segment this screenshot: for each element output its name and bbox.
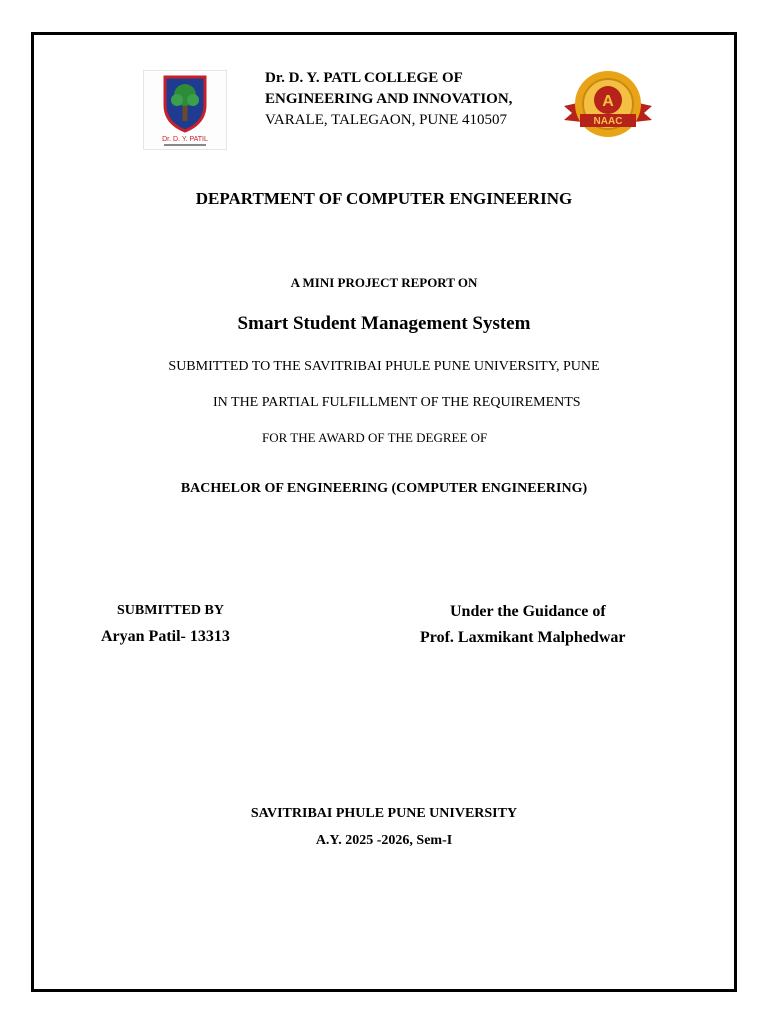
- submitted-by-label: SUBMITTED BY: [117, 603, 224, 618]
- report-subtitle: A MINI PROJECT REPORT ON: [290, 275, 478, 290]
- academic-year: A.Y. 2025 -2026, Sem-I: [315, 833, 453, 848]
- college-logo: [143, 70, 227, 150]
- project-title: Smart Student Management System: [237, 313, 531, 334]
- naac-badge-letter: A: [602, 93, 614, 110]
- naac-badge-text: NAAC: [593, 116, 623, 127]
- guidance-label: Under the Guidance of: [450, 603, 606, 620]
- university-name: SAVITRIBAI PHULE PUNE UNIVERSITY: [250, 806, 518, 821]
- guide-name: Prof. Laxmikant Malphedwar: [420, 629, 626, 646]
- submission-line2: IN THE PARTIAL FULFILLMENT OF THE REQUIREMENTS: [213, 395, 581, 410]
- submission-line3: FOR THE AWARD OF THE DEGREE OF: [262, 430, 488, 445]
- college-name-line1: Dr. D. Y. PATL COLLEGE OF: [265, 70, 463, 86]
- naac-badge: [560, 68, 656, 142]
- submission-line1: SUBMITTED TO THE SAVITRIBAI PHULE PUNE UNIVERSITY, PUNE: [168, 359, 600, 374]
- college-logo-text: Dr. D. Y. PATIL: [162, 136, 208, 143]
- student-name: Aryan Patil- 13313: [101, 628, 230, 645]
- college-address: VARALE, TALEGAON, PUNE 410507: [265, 112, 507, 128]
- degree-name: BACHELOR OF ENGINEERING (COMPUTER ENGINEERING): [180, 481, 588, 496]
- college-name-line2: ENGINEERING AND INNOVATION,: [265, 91, 513, 107]
- department-heading: DEPARTMENT OF COMPUTER ENGINEERING: [195, 189, 573, 208]
